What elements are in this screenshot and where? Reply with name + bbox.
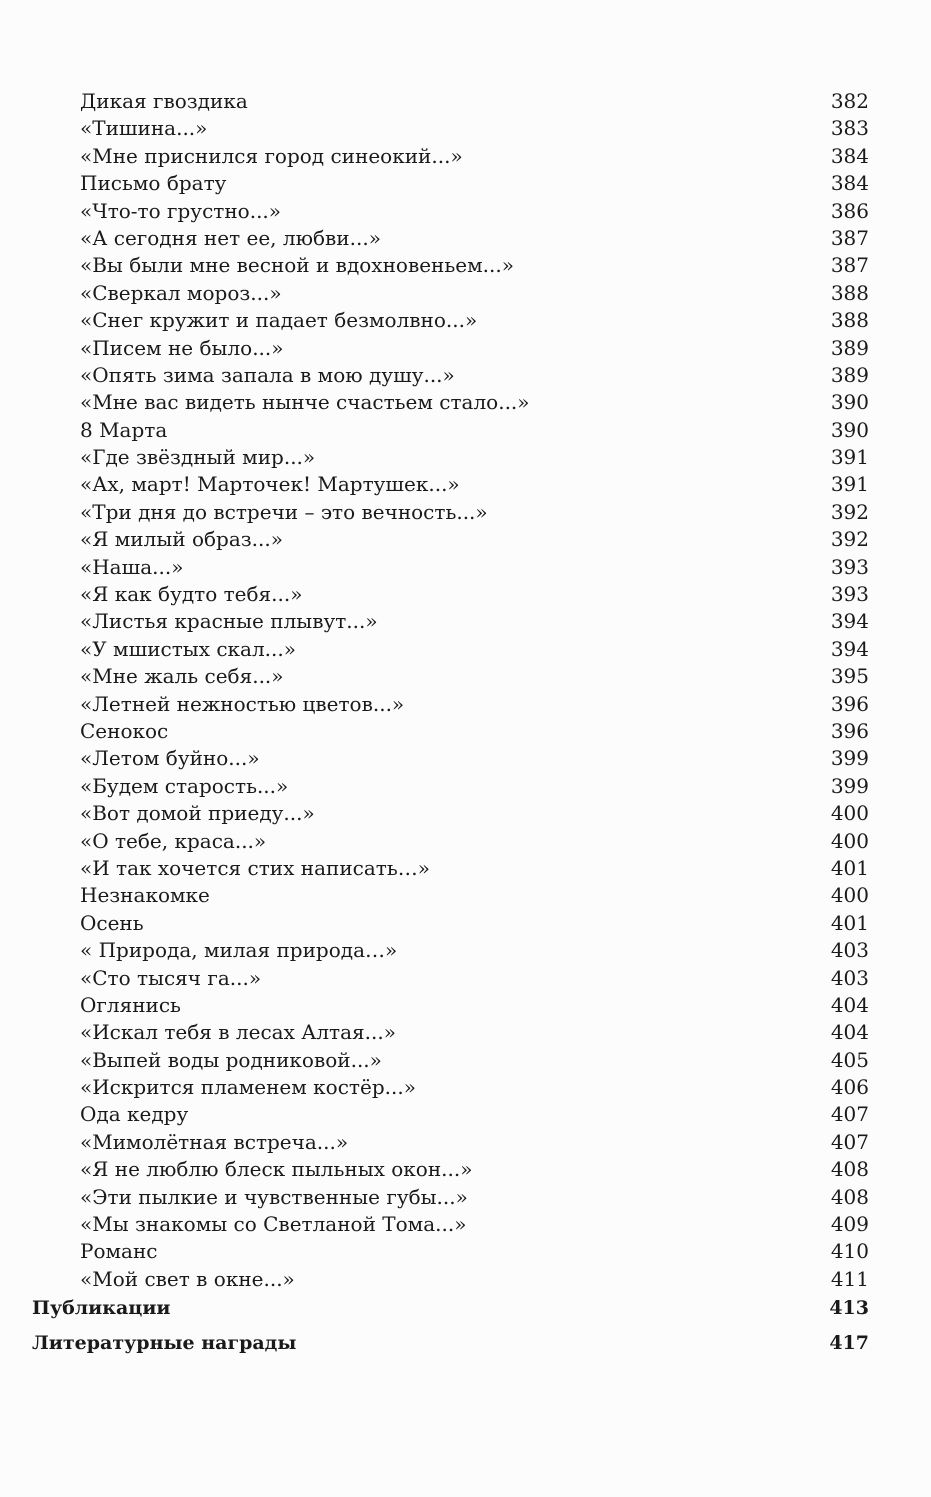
toc-entry [32, 608, 869, 635]
toc-entry [32, 389, 869, 416]
toc-entry-page: 394 [830, 636, 869, 661]
toc-entry-title: «Наша...» [80, 554, 184, 579]
toc-entry [32, 362, 869, 389]
toc-entry-title: «Выпей воды родниковой...» [80, 1047, 382, 1072]
toc-entry-page: 391 [830, 472, 869, 497]
toc-entry [32, 1156, 869, 1183]
toc-entry-title: «У мшистых скал...» [80, 636, 296, 661]
toc-section-page: 417 [829, 1331, 869, 1354]
toc-entry-title: «Писем не было...» [80, 335, 284, 360]
toc-entry-page: 406 [830, 1075, 869, 1100]
toc-entry-title: «Мой свет в окне...» [80, 1266, 295, 1291]
toc-entry [32, 1129, 869, 1156]
toc-entry-title: Сенокос [80, 718, 169, 743]
toc-entry-title: «Опять зима запала в мою душу...» [80, 362, 455, 387]
toc-entry-title: 8 Марта [80, 417, 168, 442]
toc-entry-title: «Мне жаль себя...» [80, 664, 284, 689]
toc-entry-title: «Мне вас видеть нынче счастьем стало...» [80, 390, 530, 415]
toc-entry-page: 408 [830, 1184, 869, 1209]
toc-entry-page: 399 [830, 746, 869, 771]
toc-entry-page: 407 [830, 1129, 869, 1154]
toc-entry [32, 718, 869, 745]
toc-section-title: Литературные награды [32, 1331, 297, 1354]
toc-entry-title: «Летом буйно...» [80, 746, 260, 771]
toc-entry [32, 444, 869, 471]
toc-entry [32, 499, 869, 526]
toc-entry [32, 225, 869, 252]
toc-entry-page: 392 [830, 499, 869, 524]
toc-section [32, 1295, 869, 1322]
toc-entry-page: 390 [830, 417, 869, 442]
toc-entry [32, 1101, 869, 1128]
toc-entry-title: Незнакомке [80, 883, 210, 908]
toc-entry-page: 409 [830, 1212, 869, 1237]
toc-entry-title: Ода кедру [80, 1102, 189, 1127]
toc-entry-page: 407 [830, 1102, 869, 1127]
toc-entry-page: 394 [830, 609, 869, 634]
toc-entry-page: 396 [830, 718, 869, 743]
toc-entry [32, 663, 869, 690]
toc-entry-page: 400 [830, 883, 869, 908]
toc-entry [32, 198, 869, 225]
toc-entry-page: 399 [830, 773, 869, 798]
toc-entry [32, 307, 869, 334]
toc-entry [32, 773, 869, 800]
toc-entry-title: « Природа, милая природа…» [80, 938, 398, 963]
toc-entry-page: 384 [830, 143, 869, 168]
toc-entry [32, 170, 869, 197]
toc-entry-title: «Снег кружит и падает безмолвно...» [80, 308, 478, 333]
toc-entry-page: 393 [830, 554, 869, 579]
toc-entry [32, 691, 869, 718]
toc-entry [32, 855, 869, 882]
toc-entry-title: «Я не люблю блеск пыльных окон...» [80, 1157, 473, 1182]
toc-entry-page: 391 [830, 445, 869, 470]
toc-entry-page: 389 [830, 335, 869, 360]
toc-entry-page: 386 [830, 198, 869, 223]
toc-entry [32, 88, 869, 115]
toc-entry [32, 828, 869, 855]
table-of-contents [32, 88, 869, 1357]
toc-entry-page: 387 [830, 225, 869, 250]
toc-entry-page: 401 [830, 910, 869, 935]
toc-entry [32, 992, 869, 1019]
toc-entry [32, 335, 869, 362]
toc-entry-title: «Я как будто тебя...» [80, 582, 303, 607]
toc-entry-title: «Вы были мне весной и вдохновеньем...» [80, 253, 514, 278]
toc-entry [32, 1184, 869, 1211]
toc-entry-title: «Мимолётная встреча...» [80, 1129, 349, 1154]
toc-entry-title: Дикая гвоздика [80, 89, 248, 113]
toc-entry-page: 388 [830, 308, 869, 333]
toc-entry-page: 400 [830, 801, 869, 826]
toc-entry-title: «Я милый образ...» [80, 527, 283, 552]
toc-entry [32, 1211, 869, 1238]
toc-entry-title: «Искрится пламенем костёр...» [80, 1075, 416, 1100]
toc-entry-page: 405 [830, 1047, 869, 1072]
toc-entry-page: 389 [830, 362, 869, 387]
toc-entry-page: 384 [830, 171, 869, 196]
toc-entry [32, 526, 869, 553]
toc-entry-title: «Где звёздный мир...» [80, 445, 316, 470]
toc-entry-title: Осень [80, 910, 144, 935]
toc-entry-title: «Три дня до встречи – это вечность...» [80, 499, 488, 524]
toc-entry-page: 396 [830, 691, 869, 716]
toc-entry-title: Письмо брату [80, 171, 227, 196]
toc-entry [32, 471, 869, 498]
toc-entry [32, 1266, 869, 1293]
toc-entry-page: 404 [830, 992, 869, 1017]
toc-entry [32, 1238, 869, 1265]
toc-section-page: 413 [829, 1297, 869, 1320]
toc-entry [32, 910, 869, 937]
toc-entry-title: «Ах, март! Марточек! Мартушек...» [80, 472, 460, 497]
toc-entry [32, 1047, 869, 1074]
toc-entry-page: 410 [830, 1239, 869, 1264]
toc-entry-page: 404 [830, 1020, 869, 1045]
toc-entry-title: «Вот домой приеду...» [80, 801, 315, 826]
toc-entry [32, 636, 869, 663]
toc-entry [32, 554, 869, 581]
toc-entry-title: «О тебе, краса...» [80, 828, 267, 853]
toc-entry [32, 252, 869, 279]
toc-entry [32, 882, 869, 909]
toc-entry [32, 143, 869, 170]
toc-entry [32, 581, 869, 608]
toc-entry-title: «Что-то грустно...» [80, 198, 282, 223]
toc-entry-title: «Искал тебя в лесах Алтая...» [80, 1020, 396, 1045]
toc-entry-page: 395 [830, 664, 869, 689]
toc-entry-page: 400 [830, 828, 869, 853]
toc-entry-page: 382 [830, 89, 869, 113]
toc-entry-page: 401 [830, 855, 869, 880]
toc-section [32, 1330, 869, 1357]
toc-entry [32, 115, 869, 142]
toc-entry-title: «Тишина...» [80, 116, 208, 141]
toc-section-title: Публикации [32, 1297, 171, 1320]
toc-entry-title: «А сегодня нет ее, любви...» [80, 225, 381, 250]
toc-entry-title: «Сверкал мороз...» [80, 280, 282, 305]
toc-entry-title: Романс [80, 1239, 158, 1264]
toc-entry-page: 408 [830, 1157, 869, 1182]
toc-entry [32, 1074, 869, 1101]
toc-entry [32, 937, 869, 964]
toc-entry-title: «Мы знакомы со Светланой Тома...» [80, 1212, 467, 1237]
toc-entry-page: 403 [830, 965, 869, 990]
toc-entry [32, 965, 869, 992]
toc-entry-page: 411 [830, 1266, 869, 1291]
toc-entry-page: 383 [830, 116, 869, 141]
toc-entry [32, 745, 869, 772]
toc-entry [32, 280, 869, 307]
toc-entry-title: «Сто тысяч га...» [80, 965, 262, 990]
toc-entry-title: «Будем старость...» [80, 773, 289, 798]
toc-entry-page: 392 [830, 527, 869, 552]
toc-entry-title: Оглянись [80, 992, 181, 1017]
toc-entry [32, 800, 869, 827]
toc-entry-page: 388 [830, 280, 869, 305]
toc-entry-page: 403 [830, 938, 869, 963]
toc-entry [32, 417, 869, 444]
toc-entry [32, 1019, 869, 1046]
toc-entry-page: 390 [830, 390, 869, 415]
toc-entry-page: 387 [830, 253, 869, 278]
toc-entry-title: «Мне приснился город синеокий...» [80, 143, 463, 168]
toc-entry-page: 393 [830, 582, 869, 607]
toc-entry-title: «Листья красные плывут...» [80, 609, 378, 634]
toc-entry-title: «И так хочется стих написать…» [80, 855, 430, 880]
toc-entry-title: «Эти пылкие и чувственные губы...» [80, 1184, 468, 1209]
toc-entry-title: «Летней нежностью цветов...» [80, 691, 405, 716]
